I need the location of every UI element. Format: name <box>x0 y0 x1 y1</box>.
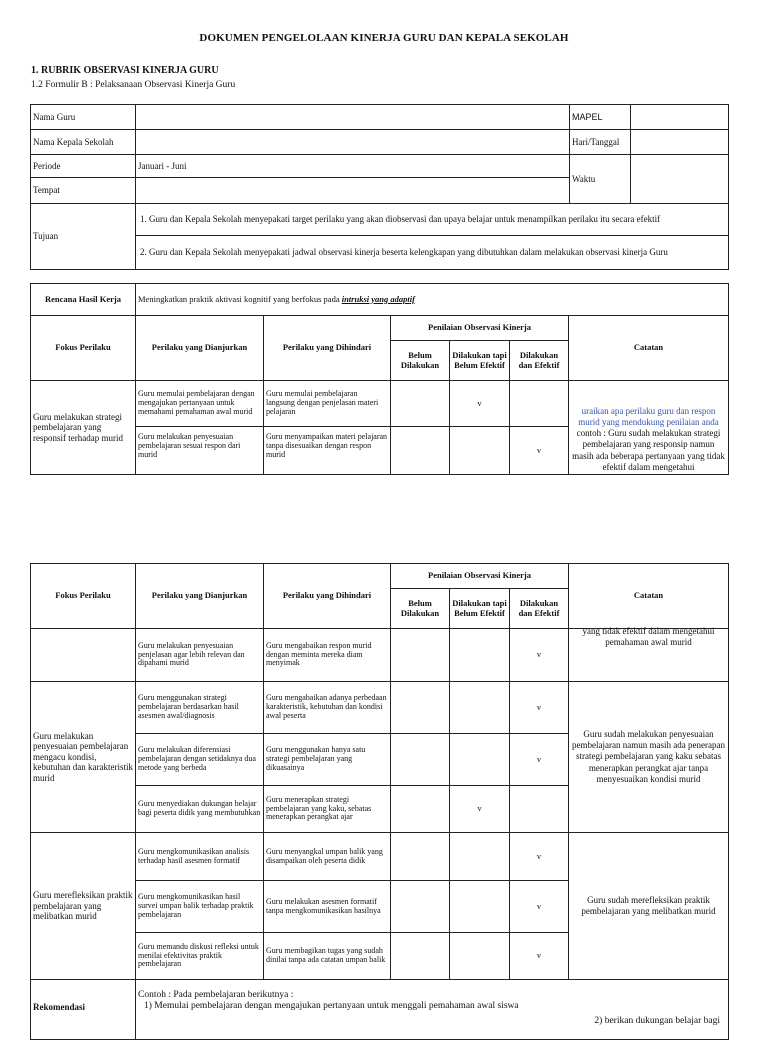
tapi-belum-cell[interactable] <box>450 427 510 475</box>
dihindari-cell: Guru menerapkan strategi pembelajaran yang kaku, sebatas menerapkan perangkat ajar <box>264 786 391 833</box>
dianjurkan-cell: Guru memandu diskusi refleksi untuk menilai efektivitas praktik pembelajaran <box>136 933 264 980</box>
belum-cell[interactable] <box>391 833 450 881</box>
fokus-responsif: Guru melakukan strategi pembelajaran yang responsif terhadap murid <box>31 381 136 475</box>
document-title: DOKUMEN PENGELOLAAN KINERJA GURU DAN KEPALA SEKOLAH <box>199 32 569 44</box>
header-tapi-belum: Dilakukan tapi Belum Efektif <box>450 341 510 381</box>
rhk-text <box>136 284 729 316</box>
tempat-field[interactable] <box>136 178 570 204</box>
dihindari-cell: Guru menyangkal umpan balik yang disampaikan oleh peserta didik <box>264 833 391 881</box>
catatan-carry[interactable] <box>569 626 729 682</box>
efektif-cell[interactable]: v <box>510 833 569 881</box>
dianjurkan-cell: Guru mengkomunikasikan analisis terhadap hasil asesmen formatif <box>136 833 264 881</box>
info-table <box>30 104 729 270</box>
header-efektif: Dilakukan dan Efektif <box>510 589 569 629</box>
efektif-cell[interactable] <box>510 381 569 427</box>
catatan-penyesuaian[interactable]: Guru sudah melakukan penyesuaian pembelajaran namun masih ada penerapan strategi pembelajaran yang kaku sebatas menerapkan perangkat ajar tanpa menyesuaikan kondisi murid <box>569 682 729 833</box>
nama-kepsek-field[interactable] <box>136 130 570 155</box>
dianjurkan-cell: Guru menyediakan dukungan belajar bagi peserta didik yang membutuhkan <box>136 786 264 833</box>
label-periode: Periode <box>31 155 136 178</box>
label-waktu: Waktu <box>570 155 631 204</box>
dianjurkan-cell: Guru melakukan penyesuaian pembelajaran sesuai respon dari murid <box>136 427 264 475</box>
belum-cell[interactable] <box>391 381 450 427</box>
belum-cell[interactable] <box>391 682 450 734</box>
label-tempat: Tempat <box>31 178 136 204</box>
header-penilaian: Penilaian Observasi Kinerja <box>391 316 569 341</box>
catatan-carry-text: yang tidak efektif dalam mengetahui pemahaman awal murid <box>582 626 715 648</box>
rhk-label: Rencana Hasil Kerja <box>31 284 136 316</box>
catatan-refleksi[interactable]: Guru sudah merefleksikan praktik pembelajaran yang melibatkan murid <box>569 833 729 980</box>
header-dihindari: Perilaku yang Dihindari <box>264 564 391 629</box>
header-dianjurkan: Perilaku yang Dianjurkan <box>136 564 264 629</box>
tujuan-2: 2. Guru dan Kepala Sekolah menyepakati jadwal observasi kinerja beserta kelengkapan yang dibutuhkan dalam melakukan observasi kinerja Guru <box>136 236 729 270</box>
mapel-field[interactable] <box>631 105 729 130</box>
header-efektif: Dilakukan dan Efektif <box>510 341 569 381</box>
catatan-page1[interactable] <box>569 381 729 475</box>
rhk-text-main: Meningkatkan praktik aktivasi kognitif yang berfokus pada <box>138 293 340 304</box>
dianjurkan-cell: Guru melakukan diferensiasi pembelajaran dengan setidaknya dua metode yang berbeda <box>136 734 264 786</box>
rubric-table-page1 <box>30 283 729 475</box>
dihindari-cell: Guru menggunakan hanya satu strategi pembelajaran yang dikuasainya <box>264 734 391 786</box>
label-nama-guru: Nama Guru <box>31 105 136 130</box>
belum-cell[interactable] <box>391 786 450 833</box>
periode-value: Januari - Juni <box>136 155 570 178</box>
header-catatan: Catatan <box>569 316 729 381</box>
efektif-cell[interactable]: v <box>510 881 569 933</box>
header-catatan: Catatan <box>569 564 729 629</box>
efektif-cell[interactable]: v <box>510 629 569 682</box>
catatan-example: contoh : Guru sudah melakukan strategi pembelajaran yang responsip namun masih ada beberapa pertanyaan yang tidak efektif dalam mengetahui <box>572 428 725 472</box>
tapi-belum-cell[interactable] <box>450 734 510 786</box>
hari-tanggal-field[interactable] <box>631 130 729 155</box>
rekomendasi-line2: 1) Memulai pembelajaran dengan mengajukan pertanyaan untuk menggali pemahaman awal siswa <box>144 1000 519 1011</box>
tapi-belum-cell[interactable] <box>450 933 510 980</box>
header-belum: Belum Dilakukan <box>391 589 450 629</box>
belum-cell[interactable] <box>391 629 450 682</box>
label-tujuan: Tujuan <box>31 204 136 270</box>
rhk-emphasis: intruksi yang adaptif <box>341 293 415 304</box>
header-tapi-belum: Dilakukan tapi Belum Efektif <box>450 589 510 629</box>
dihindari-cell: Guru memulai pembelajaran langsung dengan penjelasan materi pelajaran <box>264 381 391 427</box>
header-dianjurkan: Perilaku yang Dianjurkan <box>136 316 264 381</box>
efektif-cell[interactable] <box>510 786 569 833</box>
fokus-refleksi: Guru merefleksikan praktik pembelajaran yang melibatkan murid <box>31 833 136 980</box>
rubric-table-page2 <box>30 563 729 1040</box>
label-hari-tanggal: Hari/Tanggal <box>570 130 631 155</box>
dihindari-cell: Guru membagikan tugas yang sudah dinilai tanpa ada catatan umpan balik <box>264 933 391 980</box>
tapi-belum-cell[interactable] <box>450 629 510 682</box>
efektif-cell[interactable]: v <box>510 734 569 786</box>
tapi-belum-cell[interactable]: v <box>450 381 510 427</box>
header-belum: Belum Dilakukan <box>391 341 450 381</box>
section-subheading: 1.2 Formulir B : Pelaksanaan Observasi Kinerja Guru <box>31 80 236 90</box>
tapi-belum-cell[interactable] <box>450 833 510 881</box>
belum-cell[interactable] <box>391 734 450 786</box>
page-break <box>0 478 768 562</box>
dihindari-cell: Guru melakukan asesmen formatif tanpa mengkomunikasikan hasilnya <box>264 881 391 933</box>
rekomendasi-line1: Contoh : Pada pembelajaran berikutnya : <box>138 990 294 1000</box>
fokus-carry <box>31 629 136 682</box>
belum-cell[interactable] <box>391 427 450 475</box>
dihindari-cell: Guru mengabaikan respon murid dengan meminta mereka diam menyimak <box>264 629 391 682</box>
efektif-cell[interactable]: v <box>510 682 569 734</box>
dianjurkan-cell: Guru memulai pembelajaran dengan mengajukan pertanyaan untuk memahami pemahaman awal murid <box>136 381 264 427</box>
rekomendasi-body[interactable] <box>136 980 729 1040</box>
header-penilaian: Penilaian Observasi Kinerja <box>391 564 569 589</box>
label-mapel: MAPEL <box>570 105 631 130</box>
dianjurkan-cell: Guru mengkomunikasikan hasil survei umpan balik terhadap praktik pembelajaran <box>136 881 264 933</box>
tapi-belum-cell[interactable]: v <box>450 786 510 833</box>
belum-cell[interactable] <box>391 933 450 980</box>
tapi-belum-cell[interactable] <box>450 682 510 734</box>
tapi-belum-cell[interactable] <box>450 881 510 933</box>
dianjurkan-cell: Guru melakukan penyesuaian penjelasan agar lebih relevan dan dipahami murid <box>136 629 264 682</box>
nama-guru-field[interactable] <box>136 105 570 130</box>
rekomendasi-line3: 2) berikan dukungan belajar bagi <box>594 1015 720 1026</box>
efektif-cell[interactable]: v <box>510 933 569 980</box>
dihindari-cell: Guru mengabaikan adanya perbedaan karakteristik, kebutuhan dan kondisi awal peserta <box>264 682 391 734</box>
waktu-field[interactable] <box>631 155 729 204</box>
rekomendasi-label: Rekomendasi <box>31 980 136 1040</box>
header-fokus: Fokus Perilaku <box>31 316 136 381</box>
section-heading: 1. RUBRIK OBSERVASI KINERJA GURU <box>31 65 219 76</box>
header-fokus: Fokus Perilaku <box>31 564 136 629</box>
fokus-penyesuaian: Guru melakukan penyesuaian pembelajaran mengacu kondisi, kebutuhan dan karakteristik murid <box>31 682 136 833</box>
dianjurkan-cell: Guru menggunakan strategi pembelajaran berdasarkan hasil asesmen awal/diagnosis <box>136 682 264 734</box>
dihindari-cell: Guru menyampaikan materi pelajaran tanpa disesuaikan dengan respon murid <box>264 427 391 475</box>
belum-cell[interactable] <box>391 881 450 933</box>
tujuan-1: 1. Guru dan Kepala Sekolah menyepakati target perilaku yang akan diobservasi dan upaya belajar untuk menampilkan perilaku itu secara efektif <box>136 204 729 236</box>
efektif-cell[interactable]: v <box>510 427 569 475</box>
header-dihindari: Perilaku yang Dihindari <box>264 316 391 381</box>
catatan-instruction: uraikan apa perilaku guru dan respon murid yang mendukung penilaian anda <box>578 405 719 427</box>
label-nama-kepsek: Nama Kepala Sekolah <box>31 130 136 155</box>
